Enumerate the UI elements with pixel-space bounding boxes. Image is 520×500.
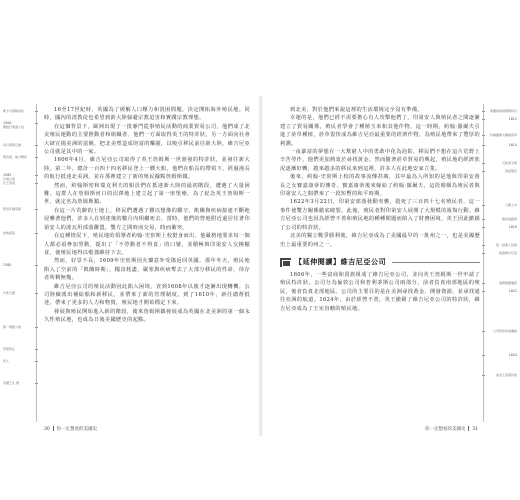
timeline-tick — [35, 123, 38, 124]
timeline-entry — [3, 110, 37, 114]
timeline-text: 沙漠之島 — [3, 176, 16, 181]
timeline-tick — [35, 265, 38, 266]
timeline-tick — [482, 219, 485, 220]
right-body-text — [280, 106, 480, 313]
timeline-text: 加地產量 — [3, 231, 16, 235]
timeline-tick — [482, 163, 485, 164]
paragraph: 然而，好景不長，1609年史密斯因火藥意外受傷返回英國。那年冬天，殖民地陷入了空前的「飢餓時期」，糧食耗盡，嚴寒與疾病奪去了大部分移民的性命，倖存者所剩無幾。 — [44, 258, 250, 282]
paragraph: 發展與殖民開始進入新的階段，後來詹姆斯鎮發展成為英國在北美洲的第一個永久性殖民地，也成為日後美國歷史的起點。 — [44, 308, 250, 324]
timeline-year: 1565 — [3, 173, 12, 177]
timeline-text: 開始打進黑人奴 — [3, 124, 25, 129]
timeline-entry — [483, 144, 517, 148]
timeline-year: 1622 — [508, 289, 517, 293]
timeline-entry — [3, 156, 37, 160]
timeline-tick — [482, 227, 485, 228]
paragraph: 維吉尼亞公司的殖民活動因此陷入困境，直到1608年以後才逐漸出現轉機。公司陸續派出補給船和新移民，並帶來了新的管理制度。到了1610年，新任總督抵達，帶來了更多的人力和物資，殖民地才開始穩定下來。 — [44, 283, 250, 307]
timeline-entry — [483, 330, 517, 334]
timeline-entry — [3, 232, 37, 236]
timeline-tick — [482, 291, 485, 292]
left-body-text — [44, 106, 250, 325]
timeline-text: 斯卡引探險家約 — [3, 109, 25, 113]
timeline-entry — [3, 382, 37, 386]
timeline-tick — [35, 383, 38, 384]
timeline-text: 沙普王國 — [3, 291, 16, 295]
timeline-text: 約翰羅爾夫種植菸草 — [489, 133, 517, 137]
timeline-entry — [483, 374, 517, 378]
timeline-tick — [482, 253, 485, 254]
timeline-text: 荷蘭建新阿姆斯特丹 — [489, 109, 517, 113]
timeline-entry — [483, 282, 517, 286]
timeline-tick — [35, 327, 38, 328]
timeline-text: 第一批黑人奴隸 — [495, 243, 517, 247]
timeline-entry — [483, 252, 517, 256]
timeline-entry — [3, 144, 37, 148]
timeline-tick — [35, 111, 38, 112]
timeline-year: 1500 — [3, 121, 12, 125]
timeline-tick — [35, 209, 38, 210]
timeline-text: 詹姆斯鎮屠殺 — [498, 281, 517, 285]
timeline-entry — [483, 134, 517, 138]
timeline-text: 可查清王朝 — [501, 161, 517, 165]
timeline-entry — [483, 226, 517, 230]
timeline-entry — [3, 122, 37, 129]
paragraph: 1606年4月，維吉尼亞公司取得了英王詹姆斯一世頒發的特許狀，並發往新大陸。第二年，總計一百四十四名移民登上一艘大船，他們在船長的帶領下，經過漫長的航行抵達北美洲，並在那裡建立了新的殖民據點詹姆斯鎮。 — [44, 157, 250, 181]
book-icon — [280, 258, 291, 267]
timeline-entry — [483, 354, 517, 358]
timeline-entry — [3, 360, 37, 364]
timeline-text: 比王堂堂 — [3, 181, 16, 185]
paragraph: 幸運的是，他們已經不需要擔心有人攻擊他們了。印第安人與殖民者之間逐漸建立了貿易關係，殖民者學會了種植玉米和其他作物。這一時期，約翰·羅爾夫引進了菸草種植，菸草很快成為維吉尼亞最重要的經濟作物，為殖民地帶來了豐厚的利潤。 — [280, 115, 480, 147]
timeline-tick — [482, 331, 485, 332]
timeline-text: 抵達維吉尼亞 — [498, 251, 517, 255]
paragraph: 1622年3月22日，印第安部落發動突襲，殺死了三百四十七名殖民者，這一事件使雙方關係徹底破裂。此後，殖民者對印第安人展開了大規模的報復行動。維吉尼亞公司也因為經營不善和殖民地的種種問題而陷入了財務困境，英王因此撤銷了公司的特許狀。 — [280, 199, 480, 231]
page-number: 31 — [472, 427, 478, 432]
paragraph: 在這種情況下，殖民地的領導者約翰·史密斯上校挺身而出。他嚴格地要求每一個人都必須參加勞動，提出了「不勞動者不得食」的口號，並積極與印第安人交換糧食，使殖民地得以勉強維持下去。 — [44, 233, 250, 256]
section-rule — [392, 262, 480, 263]
timeline-tick — [482, 375, 485, 376]
timeline-tick — [35, 361, 38, 362]
left-page — [2, 96, 260, 436]
running-title: 你一定想看的美國史 — [424, 427, 466, 432]
timeline-year: 1619 — [508, 225, 517, 229]
paragraph: 16至17世紀時，英國為了緩解人口壓力和貧困問題，決定開拓海外殖民地。同時，國內的清教徒也希望到新大陸躲避宗教迫害和實踐宗教理想。 — [44, 107, 250, 122]
timeline-text: 第一場聖公會 — [3, 325, 22, 329]
timeline-tick — [35, 157, 38, 158]
timeline-entry — [3, 348, 37, 352]
timeline-tick — [35, 293, 38, 294]
timeline-entry — [483, 118, 517, 122]
right-page — [262, 96, 518, 436]
timeline-text: 公司特許狀被撤銷 — [492, 329, 517, 333]
timeline-entry — [3, 264, 37, 268]
timeline-tick — [482, 283, 485, 284]
timeline-text: 公開上市 — [504, 203, 517, 207]
right-folio — [425, 426, 478, 432]
right-timeline — [483, 104, 518, 422]
timeline-year: 1614 — [508, 143, 517, 147]
timeline-text: 那州後，後方戰死 — [3, 155, 28, 159]
timeline-text: 西人 — [3, 359, 10, 363]
paragraph: 後來，約翰·史密斯上校的故事流傳甚廣，其中最為人所知的是他與印第安酋長之女寶嘉康蒂的傳奇。寶嘉康蒂後來嫁給了約翰·羅爾夫，這段婚姻為殖民者與印第安人之間帶來了一段短暫的和平時期。 — [280, 174, 480, 198]
timeline-text: 英國王生 冊 — [3, 381, 19, 385]
timeline-tick — [482, 111, 485, 112]
timeline-entry — [3, 326, 37, 330]
timeline-tick — [35, 145, 38, 146]
timeline-year: 1612 — [508, 117, 517, 121]
paragraph: 到北美，對於他們來說這裡的生活環境完全沒有準備。 — [290, 107, 423, 113]
timeline-entry — [3, 292, 37, 296]
timeline-entry — [483, 204, 517, 208]
timeline-text: 印以西斯瓦爾 — [3, 143, 22, 147]
left-folio — [44, 426, 97, 432]
timeline-tick — [482, 145, 485, 146]
timeline-year: 1580 — [3, 263, 12, 267]
timeline-tick — [482, 119, 485, 120]
paragraph: 北美的獨立戰爭勝利後，維吉尼亞成為了美國最早的一批州之一，也是美國歷史上最重要的州之一。 — [280, 233, 480, 248]
timeline-text: 西班牙國家斯 — [3, 207, 22, 211]
timeline-year: 1624 — [508, 353, 517, 357]
paragraph: 在這個背景下，歐洲出現了一批專門從事殖民活動的商業貿易公司，他們成了北美殖民運動的主要推動者和組織者。他們一方面取得英王的特許狀，另一方面向社會大肆宣揚美洲的富饒，把北美塑造成財富的樂園，以吸引移民前往新大陸，維吉尼亞公司就是其中的一家。 — [44, 123, 250, 156]
timeline-text: 嘗試殖民 — [504, 169, 517, 173]
timeline-entry — [483, 244, 517, 248]
timeline-entry — [3, 182, 37, 186]
timeline-entry — [483, 290, 517, 294]
paragraph: 1606年，一些富商和貴族組成了維吉尼亞公司，並向英王詹姆斯一世申請了殖民特許狀。公司分為倫敦公司和普利茅斯公司兩部分，前者負責南部地區的殖民，後者負責北部地區。公司的主要目的是在美洲尋找黃金、開發資源，並尋找通往亞洲的航道。1624年，由於經營不善，英王撤銷了維吉尼亞公司的特許狀，維吉尼亞成為了王室直轄的殖民地。 — [280, 271, 480, 312]
timeline-entry — [483, 218, 517, 222]
paragraph: 然而，約翰斯密和瑞克利夫的船員們在抵達新大陸的最初階段，遭遇了大量困難。這群人在詹姆斯河口的沼澤地上建立起了第一座堡壘，為了紀念英王詹姆斯一世，就定名為詹姆斯鎮。 — [44, 182, 250, 206]
running-title: 你一定想看的美國史 — [56, 427, 98, 432]
timeline-entry — [483, 110, 517, 114]
timeline-tick — [35, 349, 38, 350]
timeline-entry — [3, 208, 37, 212]
timeline-entry — [483, 170, 517, 174]
timeline-tick — [35, 175, 38, 176]
section-title: 【延伸閱讀】維吉尼亞公司 — [295, 258, 387, 267]
timeline-tick — [482, 245, 485, 246]
timeline-tick — [482, 205, 485, 206]
timeline-tick — [482, 355, 485, 356]
paragraph: 一夜暴富的夢想在一大幫窮人中的勇敢中化為泡影，移民們不想在這片荒野上辛苦勞作，他們更加熱衷於尋找黃金。然而隨著菸草貿易的興起，殖民地的經濟狀況逐漸好轉，越來越多的移民來到這裡，許多人在此地安家立業。 — [280, 149, 480, 172]
timeline-tick — [35, 233, 38, 234]
extended-reading-header — [280, 258, 480, 267]
timeline-text: 成為王室殖民地 — [495, 373, 517, 377]
timeline-text: 伊里特生 — [3, 347, 16, 351]
timeline-tick — [482, 171, 485, 172]
timeline-tick — [482, 135, 485, 136]
page-number: 30 — [44, 427, 50, 432]
left-timeline — [2, 104, 37, 422]
timeline-text: 殖民地議會 — [501, 217, 517, 221]
paragraph: 在這一片荒僻的土地上，移民們遭遇了難以想像的艱辛。飢餓與疾病接連不斷地侵襲著他們，許多人在到達後的數月內相繼死去。當時，他們的營地附近還居住著印第安人的波瓦坦部落聯盟，雙方之間時而交易，時而衝突。 — [44, 207, 250, 231]
timeline-tick — [35, 183, 38, 184]
timeline-entry — [483, 162, 517, 166]
